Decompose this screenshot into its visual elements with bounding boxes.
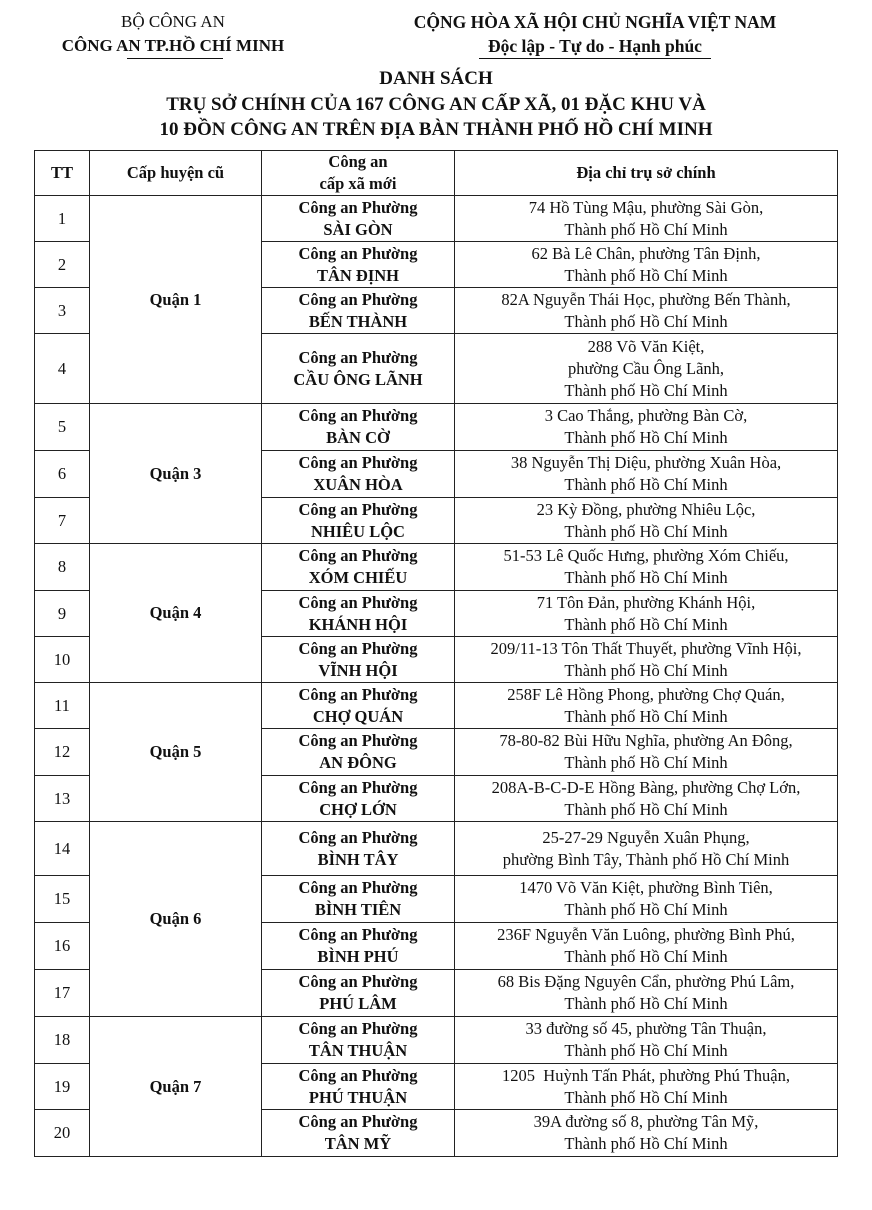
table-body xyxy=(35,196,838,1157)
address-cell xyxy=(455,196,838,242)
new-ward-cell xyxy=(262,591,455,637)
row-number: 19 xyxy=(35,1064,90,1110)
table-row xyxy=(35,404,838,451)
header-new-line-2: cấp xã mới xyxy=(319,174,397,193)
address-line: Thành phố Hồ Chí Minh xyxy=(564,799,728,819)
new-ward-cell xyxy=(262,923,455,970)
ward-prefix: Công an Phường xyxy=(298,289,418,309)
ward-name: XUÂN HÒA xyxy=(313,475,403,494)
row-number: 14 xyxy=(35,822,90,876)
department-name: CÔNG AN TP.HỒ CHÍ MINH xyxy=(61,36,285,55)
national-header xyxy=(330,10,860,59)
ward-name: TÂN ĐỊNH xyxy=(316,265,400,285)
row-number: 12 xyxy=(35,729,90,776)
address-line: Thành phố Hồ Chí Minh xyxy=(564,753,728,772)
ward-prefix: Công an Phường xyxy=(298,925,418,944)
title-line-1: DANH SÁCH xyxy=(379,68,493,89)
old-district-cell: Quận 3 xyxy=(90,404,262,544)
address-line: 25-27-29 Nguyễn Xuân Phụng, xyxy=(542,827,750,847)
row-number: 20 xyxy=(35,1110,90,1157)
ward-prefix: Công an Phường xyxy=(298,1112,418,1131)
motto-underline xyxy=(479,58,711,59)
address-line: Thành phố Hồ Chí Minh xyxy=(564,1087,728,1107)
ward-prefix: Công an Phường xyxy=(298,972,418,991)
address-line: 23 Kỳ Đồng, phường Nhiêu Lộc, xyxy=(536,499,756,519)
row-number: 17 xyxy=(35,970,90,1017)
ward-prefix: Công an Phường xyxy=(298,499,418,519)
address-line: Thành phố Hồ Chí Minh xyxy=(564,994,728,1013)
ward-prefix: Công an Phường xyxy=(298,1065,418,1085)
nation-name: CỘNG HÒA XÃ HỘI CHỦ NGHĨA VIỆT NAM xyxy=(413,12,777,32)
address-line: Thành phố Hồ Chí Minh xyxy=(564,428,728,447)
new-ward-cell xyxy=(262,196,455,242)
address-cell xyxy=(455,1110,838,1157)
address-cell xyxy=(455,242,838,288)
header-address: Địa chỉ trụ sở chính xyxy=(455,151,838,196)
address-line: Thành phố Hồ Chí Minh xyxy=(564,900,728,919)
address-line: Thành phố Hồ Chí Minh xyxy=(564,380,728,400)
ward-prefix: Công an Phường xyxy=(298,347,418,367)
address-cell xyxy=(455,498,838,544)
address-line: Thành phố Hồ Chí Minh xyxy=(564,568,728,587)
department-underline xyxy=(127,58,223,59)
address-line: 288 Võ Văn Kiệt, xyxy=(587,336,705,356)
address-line: Thành phố Hồ Chí Minh xyxy=(564,1041,728,1060)
row-number: 9 xyxy=(35,591,90,637)
ward-prefix: Công an Phường xyxy=(298,827,418,847)
new-ward-cell xyxy=(262,876,455,923)
address-line: phường Bình Tây, Thành phố Hồ Chí Minh xyxy=(502,849,790,869)
row-number: 6 xyxy=(35,451,90,498)
address-line: 209/11-13 Tôn Thất Thuyết, phường Vĩnh Hội, xyxy=(490,638,802,658)
ministry-name: BỘ CÔNG AN xyxy=(121,12,225,31)
address-cell xyxy=(455,334,838,404)
address-line: 39A đường số 8, phường Tân Mỹ, xyxy=(533,1112,759,1131)
table-row xyxy=(35,683,838,729)
row-number: 10 xyxy=(35,637,90,683)
ward-prefix: Công an Phường xyxy=(298,1019,418,1038)
address-line: Thành phố Hồ Chí Minh xyxy=(564,311,728,331)
old-district-cell: Quận 7 xyxy=(90,1017,262,1157)
ward-name: BÀN CỜ xyxy=(326,428,390,447)
old-district-cell: Quận 6 xyxy=(90,822,262,1017)
address-line: Thành phố Hồ Chí Minh xyxy=(564,947,728,966)
ward-name: BÌNH TÂY xyxy=(317,849,399,869)
ward-prefix: Công an Phường xyxy=(298,878,418,897)
address-cell xyxy=(455,923,838,970)
new-ward-cell xyxy=(262,242,455,288)
address-line: Thành phố Hồ Chí Minh xyxy=(564,706,728,726)
address-line: 3 Cao Thắng, phường Bàn Cờ, xyxy=(544,406,748,425)
ward-name: AN ĐÔNG xyxy=(319,753,397,772)
ward-name: VĨNH HỘI xyxy=(318,660,398,680)
ward-name: BÌNH PHÚ xyxy=(317,947,399,966)
old-district-cell: Quận 1 xyxy=(90,196,262,404)
ward-name: XÓM CHIẾU xyxy=(308,568,408,587)
address-line: 71 Tôn Đản, phường Khánh Hội, xyxy=(536,592,756,612)
address-cell xyxy=(455,876,838,923)
address-line: 74 Hồ Tùng Mậu, phường Sài Gòn, xyxy=(528,197,764,217)
header-new-ward xyxy=(262,151,455,196)
ward-name: PHÚ LÂM xyxy=(319,994,397,1013)
address-line: phường Cầu Ông Lãnh, xyxy=(567,358,725,378)
ward-name: BẾN THÀNH xyxy=(308,311,408,331)
ward-name: NHIÊU LỘC xyxy=(311,521,405,541)
address-line: 1205 Huỳnh Tấn Phát, phường Phú Thuận, xyxy=(502,1065,790,1085)
address-cell xyxy=(455,591,838,637)
address-line: Thành phố Hồ Chí Minh xyxy=(564,614,728,634)
ward-prefix: Công an Phường xyxy=(298,592,418,612)
ward-prefix: Công an Phường xyxy=(298,638,418,658)
new-ward-cell xyxy=(262,288,455,334)
address-line: 82A Nguyễn Thái Học, phường Bến Thành, xyxy=(501,289,791,309)
ward-prefix: Công an Phường xyxy=(298,406,418,425)
table-row xyxy=(35,1017,838,1064)
new-ward-cell xyxy=(262,451,455,498)
ward-prefix: Công an Phường xyxy=(298,243,418,263)
table-header-row xyxy=(35,151,838,196)
new-ward-cell xyxy=(262,544,455,591)
address-line: Thành phố Hồ Chí Minh xyxy=(564,475,728,494)
new-ward-cell xyxy=(262,1064,455,1110)
ward-name: SÀI GÒN xyxy=(323,219,393,239)
national-motto: Độc lập - Tự do - Hạnh phúc xyxy=(488,36,702,56)
address-cell xyxy=(455,404,838,451)
ward-name: BÌNH TIÊN xyxy=(314,900,402,919)
new-ward-cell xyxy=(262,498,455,544)
new-ward-cell xyxy=(262,1110,455,1157)
new-ward-cell xyxy=(262,822,455,876)
address-line: Thành phố Hồ Chí Minh xyxy=(564,660,728,680)
row-number: 18 xyxy=(35,1017,90,1064)
ward-name: TÂN MỸ xyxy=(324,1134,392,1153)
ward-prefix: Công an Phường xyxy=(298,197,418,217)
row-number: 5 xyxy=(35,404,90,451)
new-ward-cell xyxy=(262,404,455,451)
address-line: 1470 Võ Văn Kiệt, phường Bình Tiên, xyxy=(519,878,773,897)
title-line-3: 10 ĐỒN CÔNG AN TRÊN ĐỊA BÀN THÀNH PHỐ HỒ CHÍ MINH xyxy=(159,119,713,140)
document-title xyxy=(0,66,872,143)
table-row xyxy=(35,196,838,242)
address-line: 51-53 Lê Quốc Hưng, phường Xóm Chiếu, xyxy=(503,546,789,565)
agency-header xyxy=(28,10,318,59)
address-cell xyxy=(455,776,838,822)
new-ward-cell xyxy=(262,970,455,1017)
row-number: 11 xyxy=(35,683,90,729)
table-row xyxy=(35,544,838,591)
ward-prefix: Công an Phường xyxy=(298,731,418,750)
ward-name: CHỢ QUÁN xyxy=(312,706,404,726)
address-cell xyxy=(455,1064,838,1110)
new-ward-cell xyxy=(262,683,455,729)
title-line-2: TRỤ SỞ CHÍNH CỦA 167 CÔNG AN CẤP XÃ, 01 ĐẶC KHU VÀ xyxy=(166,93,706,115)
new-ward-cell xyxy=(262,334,455,404)
row-number: 8 xyxy=(35,544,90,591)
address-cell xyxy=(455,970,838,1017)
new-ward-cell xyxy=(262,729,455,776)
header-old-district: Cấp huyện cũ xyxy=(90,151,262,196)
address-line: 68 Bis Đặng Nguyên Cẩn, phường Phú Lâm, xyxy=(497,972,795,991)
address-cell xyxy=(455,683,838,729)
old-district-cell: Quận 5 xyxy=(90,683,262,822)
table-row xyxy=(35,822,838,876)
new-ward-cell xyxy=(262,1017,455,1064)
ward-prefix: Công an Phường xyxy=(298,546,418,565)
ward-prefix: Công an Phường xyxy=(298,684,418,704)
address-cell xyxy=(455,1017,838,1064)
address-line: 33 đường số 45, phường Tân Thuận, xyxy=(525,1019,767,1038)
ward-name: KHÁNH HỘI xyxy=(308,614,408,634)
address-line: Thành phố Hồ Chí Minh xyxy=(564,1134,728,1153)
row-number: 16 xyxy=(35,923,90,970)
address-line: Thành phố Hồ Chí Minh xyxy=(564,219,728,239)
new-ward-cell xyxy=(262,637,455,683)
address-cell xyxy=(455,822,838,876)
address-cell xyxy=(455,451,838,498)
row-number: 3 xyxy=(35,288,90,334)
ward-name: CẦU ÔNG LÃNH xyxy=(293,369,423,389)
headquarters-table xyxy=(34,150,838,1157)
header-new-line-1: Công an xyxy=(328,152,388,171)
address-line: 258F Lê Hồng Phong, phường Chợ Quán, xyxy=(507,684,785,704)
new-ward-cell xyxy=(262,776,455,822)
ward-prefix: Công an Phường xyxy=(298,777,418,797)
address-line: 78-80-82 Bùi Hữu Nghĩa, phường An Đông, xyxy=(499,731,793,750)
ward-name: PHÚ THUẬN xyxy=(308,1087,408,1107)
address-cell xyxy=(455,288,838,334)
address-line: 236F Nguyễn Văn Luông, phường Bình Phú, xyxy=(497,925,795,944)
row-number: 7 xyxy=(35,498,90,544)
ward-name: TÂN THUẬN xyxy=(308,1041,408,1060)
row-number: 2 xyxy=(35,242,90,288)
address-line: Thành phố Hồ Chí Minh xyxy=(564,521,728,541)
row-number: 13 xyxy=(35,776,90,822)
address-line: 38 Nguyễn Thị Diệu, phường Xuân Hòa, xyxy=(510,453,782,472)
row-number: 4 xyxy=(35,334,90,404)
ward-prefix: Công an Phường xyxy=(298,453,418,472)
address-cell xyxy=(455,544,838,591)
address-line: Thành phố Hồ Chí Minh xyxy=(564,265,728,285)
row-number: 1 xyxy=(35,196,90,242)
row-number: 15 xyxy=(35,876,90,923)
header-tt: TT xyxy=(35,151,90,196)
address-line: 208A-B-C-D-E Hồng Bàng, phường Chợ Lớn, xyxy=(491,777,801,797)
address-line: 62 Bà Lê Chân, phường Tân Định, xyxy=(531,243,761,263)
address-cell xyxy=(455,729,838,776)
address-cell xyxy=(455,637,838,683)
old-district-cell: Quận 4 xyxy=(90,544,262,683)
ward-name: CHỢ LỚN xyxy=(319,799,397,819)
